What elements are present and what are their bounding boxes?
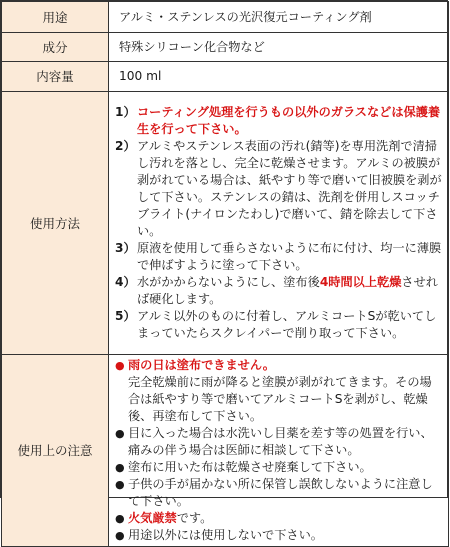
purpose-value: アルミ・ステンレスの光沢復元コーティング剤 — [109, 2, 449, 33]
caution-text: 用途以外には使用しないで下さい。 — [128, 528, 323, 542]
bullet-icon: ● — [115, 461, 125, 474]
usage-step — [115, 308, 442, 342]
step-number: 3） — [115, 241, 136, 255]
step-number: 4） — [115, 275, 136, 289]
ingredient-value: 特殊シリコーン化合物など — [109, 33, 449, 62]
caution-item — [115, 374, 442, 425]
caution-warning-text: 火気厳禁 — [128, 511, 177, 525]
caution-item — [115, 510, 442, 527]
usage-label: 使用方法 — [2, 92, 109, 355]
step-text: 水がかからないようにし、塗布後 — [137, 275, 320, 289]
caution-text: 目に入った場合は水洗いし目薬を差す等の処置を行い、痛みの伴う場合は医師に相談して下さい。 — [128, 426, 433, 457]
step-text-tail: させれば硬化します。 — [137, 275, 438, 306]
caution-text: です。 — [176, 511, 213, 525]
row-usage — [2, 92, 449, 355]
row-purpose — [2, 2, 449, 33]
row-cautions — [2, 355, 449, 547]
bullet-icon: ● — [115, 427, 125, 440]
bullet-icon: ● — [115, 529, 125, 542]
volume-label: 内容量 — [2, 62, 109, 92]
caution-warning-text: 雨の日は塗布できません。 — [128, 358, 275, 372]
row-volume — [2, 62, 449, 92]
caution-item — [115, 476, 442, 510]
step-number: 2） — [115, 139, 136, 153]
usage-step — [115, 138, 442, 240]
step-highlight-text: 4時間以上乾燥 — [319, 275, 402, 289]
bullet-icon: ● — [115, 512, 125, 525]
row-ingredient — [2, 33, 449, 62]
caution-item — [115, 459, 442, 476]
cautions-label: 使用上の注意 — [2, 355, 109, 547]
volume-value: 100 ml — [109, 62, 449, 92]
bullet-icon: ● — [115, 478, 125, 491]
usage-step — [115, 104, 442, 138]
step-text: 原液を使用して垂らさないように布に付け、均一に薄膜で伸ばすように塗って下さい。 — [137, 241, 442, 272]
step-number: 1） — [115, 105, 136, 119]
purpose-label: 用途 — [2, 2, 109, 33]
caution-text: 塗布に用いた布は乾燥させ廃棄して下さい。 — [128, 460, 372, 474]
usage-steps — [109, 92, 449, 355]
usage-step — [115, 274, 442, 308]
caution-text: 子供の手が届かない所に保管し誤飲しないように注意して下さい。 — [128, 477, 433, 508]
step-text: アルミ以外のものに付着し、アルミコートSが乾いてしまっていたらスクレイパーで削り取って下さい。 — [137, 309, 437, 340]
step-warning-text: コーティング処理を行うもの以外のガラスなどは保護養生を行って下さい。 — [137, 105, 441, 136]
step-number: 5） — [115, 309, 136, 323]
ingredient-label: 成分 — [2, 33, 109, 62]
cautions-list — [109, 355, 449, 547]
caution-item — [115, 527, 442, 544]
spec-table — [1, 1, 449, 547]
usage-step — [115, 240, 442, 274]
step-text: アルミやステンレス表面の汚れ(錆等)を専用洗剤で清掃し汚れを落とし、完全に乾燥させます。アルミの被膜が剥がれている場合は、紙やすり等で磨いて旧被膜を剥がして下さい。ステンレスの錆は、洗剤を併用しスコッチブライト(ナイロンたわし)で磨いて、錆を除去して下さい。 — [137, 139, 442, 238]
bullet-icon: ● — [115, 359, 125, 372]
caution-item — [115, 425, 442, 459]
bullet-spacer — [115, 374, 128, 425]
caution-text: 完全乾燥前に雨が降ると塗膜が剥がれてきます。その場合は紙やすり等で磨いてアルミコートSを剥がし、乾燥後、再塗布して下さい。 — [128, 375, 432, 423]
caution-item — [115, 357, 442, 374]
